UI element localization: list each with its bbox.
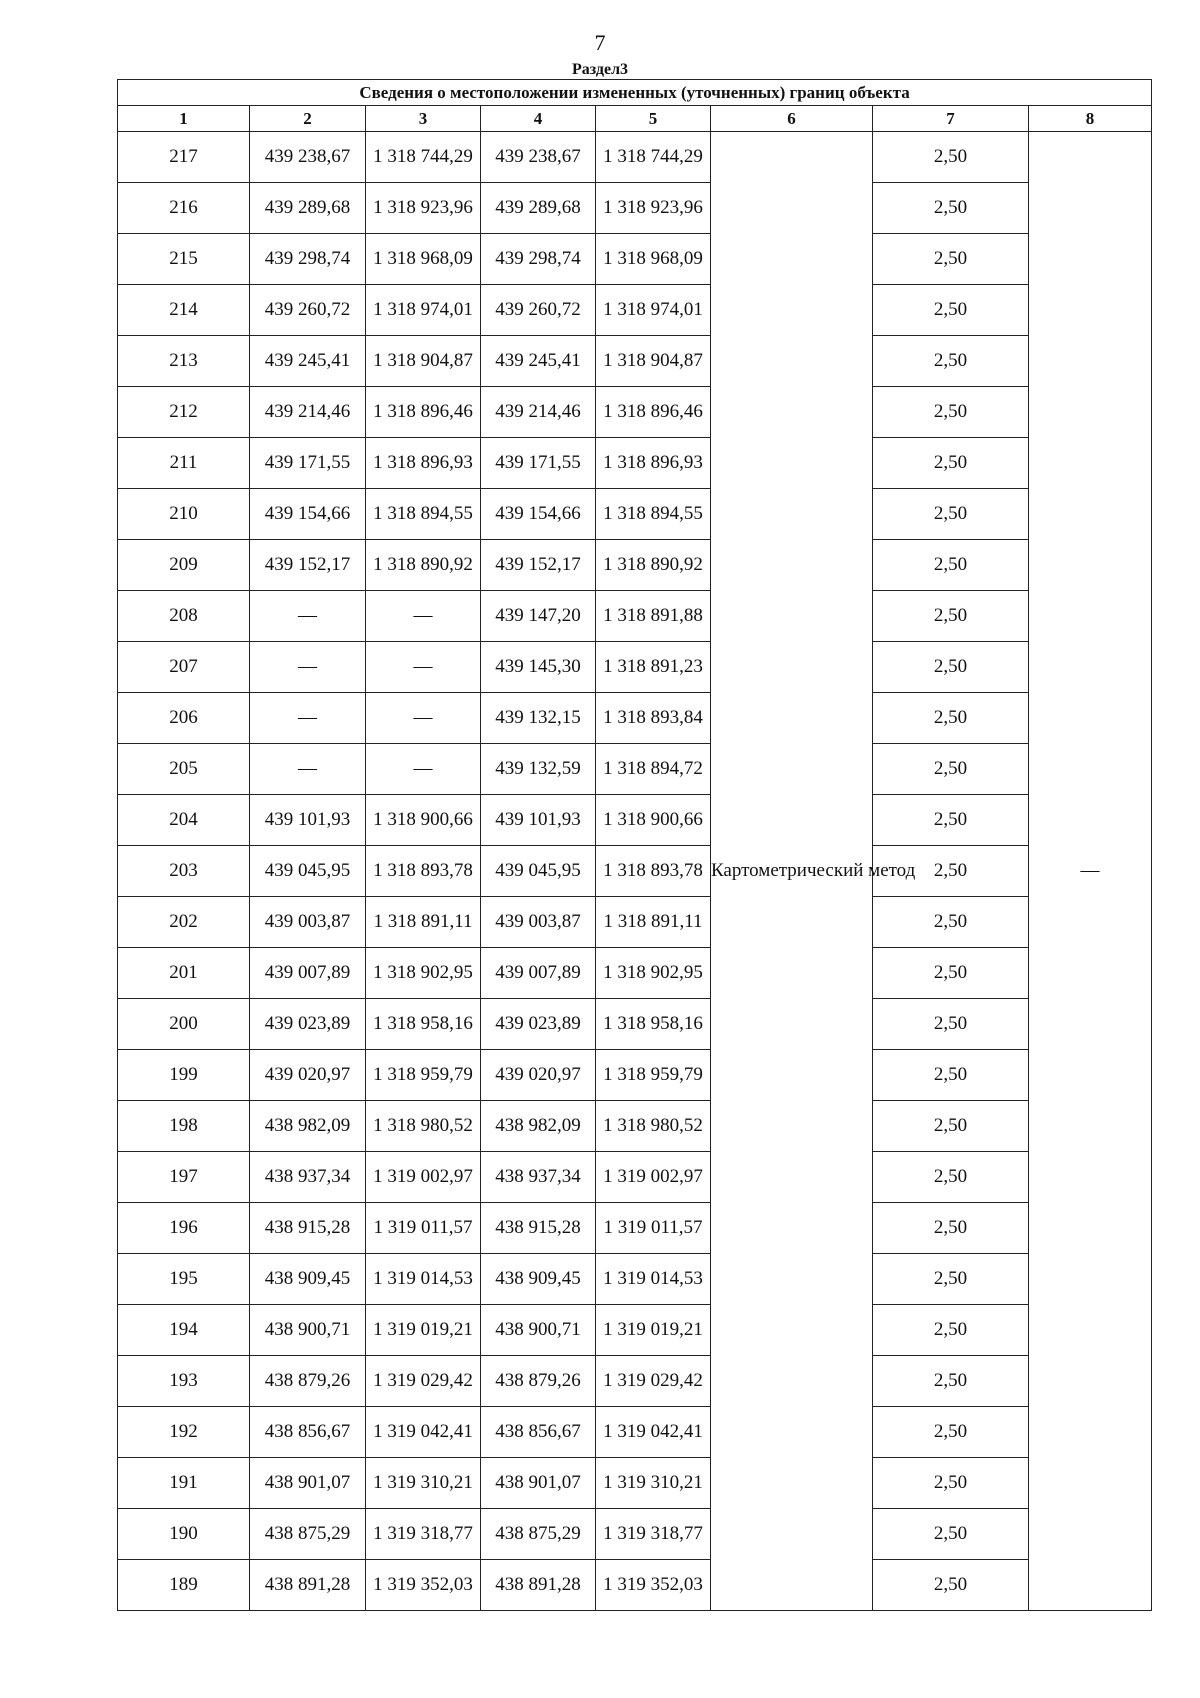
updated-x-cell: 439 260,72 [481, 285, 596, 336]
column-header: 1 [118, 106, 250, 132]
updated-y-cell: 1 319 014,53 [596, 1254, 711, 1305]
existing-x-cell: 439 007,89 [250, 948, 366, 999]
updated-x-cell: 438 915,28 [481, 1203, 596, 1254]
point-number-cell: 192 [118, 1407, 250, 1458]
existing-y-cell: 1 319 042,41 [366, 1407, 481, 1458]
point-number-cell: 191 [118, 1458, 250, 1509]
updated-x-cell: 439 145,30 [481, 642, 596, 693]
table-row [118, 693, 1152, 744]
existing-y-cell: 1 318 980,52 [366, 1101, 481, 1152]
accuracy-cell: 2,50 [873, 285, 1029, 336]
point-number-cell: 206 [118, 693, 250, 744]
updated-x-cell: 439 023,89 [481, 999, 596, 1050]
existing-y-cell: 1 318 974,01 [366, 285, 481, 336]
table-row [118, 540, 1152, 591]
existing-y-cell: 1 318 902,95 [366, 948, 481, 999]
section-title: Раздел3 [571, 61, 629, 78]
existing-x-cell: 439 289,68 [250, 183, 366, 234]
existing-x-cell: 439 003,87 [250, 897, 366, 948]
updated-x-cell: 439 101,93 [481, 795, 596, 846]
existing-y-cell: 1 319 011,57 [366, 1203, 481, 1254]
point-number-cell: 202 [118, 897, 250, 948]
updated-x-cell: 439 214,46 [481, 387, 596, 438]
accuracy-cell: 2,50 [873, 1458, 1029, 1509]
updated-y-cell: 1 318 744,29 [596, 132, 711, 183]
accuracy-cell: 2,50 [873, 1356, 1029, 1407]
table-row [118, 1305, 1152, 1356]
existing-y-cell: 1 318 923,96 [366, 183, 481, 234]
accuracy-cell: 2,50 [873, 489, 1029, 540]
existing-y-cell: 1 318 968,09 [366, 234, 481, 285]
point-number-cell: 203 [118, 846, 250, 897]
table-row [118, 183, 1152, 234]
point-number-cell: 204 [118, 795, 250, 846]
point-number-cell: 214 [118, 285, 250, 336]
updated-y-cell: 1 319 310,21 [596, 1458, 711, 1509]
point-number-cell: 198 [118, 1101, 250, 1152]
accuracy-cell: 2,50 [873, 183, 1029, 234]
accuracy-cell: 2,50 [873, 846, 1029, 897]
table-row [118, 642, 1152, 693]
table-row [118, 387, 1152, 438]
accuracy-cell: 2,50 [873, 438, 1029, 489]
updated-y-cell: 1 318 891,11 [596, 897, 711, 948]
existing-y-cell: — [366, 744, 481, 795]
accuracy-cell: 2,50 [873, 693, 1029, 744]
updated-x-cell: 439 147,20 [481, 591, 596, 642]
updated-x-cell: 439 132,59 [481, 744, 596, 795]
table-row [118, 1407, 1152, 1458]
accuracy-cell: 2,50 [873, 540, 1029, 591]
existing-y-cell: 1 318 893,78 [366, 846, 481, 897]
updated-y-cell: 1 319 042,41 [596, 1407, 711, 1458]
updated-y-cell: 1 318 894,72 [596, 744, 711, 795]
page-number: 7 [594, 30, 606, 55]
existing-x-cell: — [250, 693, 366, 744]
updated-x-cell: 439 020,97 [481, 1050, 596, 1101]
table-row [118, 1560, 1152, 1611]
updated-x-cell: 439 154,66 [481, 489, 596, 540]
table-row [118, 846, 1152, 897]
updated-x-cell: 438 937,34 [481, 1152, 596, 1203]
point-number-cell: 201 [118, 948, 250, 999]
existing-y-cell: 1 318 900,66 [366, 795, 481, 846]
table-row [118, 336, 1152, 387]
table-row [118, 1458, 1152, 1509]
table-row [118, 438, 1152, 489]
point-number-cell: 211 [118, 438, 250, 489]
existing-x-cell: 439 260,72 [250, 285, 366, 336]
updated-y-cell: 1 318 890,92 [596, 540, 711, 591]
table-row [118, 489, 1152, 540]
existing-y-cell: 1 318 891,11 [366, 897, 481, 948]
updated-y-cell: 1 318 893,78 [596, 846, 711, 897]
updated-x-cell: 439 289,68 [481, 183, 596, 234]
updated-x-cell: 438 900,71 [481, 1305, 596, 1356]
point-number-cell: 205 [118, 744, 250, 795]
point-number-cell: 190 [118, 1509, 250, 1560]
column-header: 5 [596, 106, 711, 132]
point-number-cell: 216 [118, 183, 250, 234]
point-number-cell: 199 [118, 1050, 250, 1101]
updated-x-cell: 439 238,67 [481, 132, 596, 183]
existing-x-cell: 439 238,67 [250, 132, 366, 183]
note-cell: — [1029, 132, 1152, 1611]
existing-x-cell: 439 020,97 [250, 1050, 366, 1101]
table-caption: Сведения о местоположении измененных (уточненных) границ объекта [118, 80, 1152, 106]
point-number-cell: 197 [118, 1152, 250, 1203]
table-caption-row [118, 80, 1152, 106]
existing-x-cell: 439 298,74 [250, 234, 366, 285]
existing-y-cell: — [366, 591, 481, 642]
column-header: 8 [1029, 106, 1152, 132]
updated-x-cell: 438 856,67 [481, 1407, 596, 1458]
point-number-cell: 194 [118, 1305, 250, 1356]
table-row [118, 897, 1152, 948]
updated-x-cell: 438 982,09 [481, 1101, 596, 1152]
updated-y-cell: 1 319 002,97 [596, 1152, 711, 1203]
accuracy-cell: 2,50 [873, 591, 1029, 642]
table-row [118, 1050, 1152, 1101]
point-number-cell: 193 [118, 1356, 250, 1407]
existing-x-cell: 439 101,93 [250, 795, 366, 846]
existing-x-cell: 438 937,34 [250, 1152, 366, 1203]
accuracy-cell: 2,50 [873, 948, 1029, 999]
updated-y-cell: 1 318 896,46 [596, 387, 711, 438]
method-cell: Картометрический метод [711, 132, 873, 1611]
table-row [118, 744, 1152, 795]
column-header: 4 [481, 106, 596, 132]
existing-y-cell: — [366, 693, 481, 744]
existing-x-cell: 438 901,07 [250, 1458, 366, 1509]
existing-x-cell: 439 214,46 [250, 387, 366, 438]
existing-y-cell: 1 319 019,21 [366, 1305, 481, 1356]
updated-x-cell: 438 875,29 [481, 1509, 596, 1560]
accuracy-cell: 2,50 [873, 642, 1029, 693]
existing-x-cell: 438 856,67 [250, 1407, 366, 1458]
updated-x-cell: 439 171,55 [481, 438, 596, 489]
table-row [118, 132, 1152, 183]
existing-x-cell: 439 245,41 [250, 336, 366, 387]
existing-x-cell: — [250, 591, 366, 642]
table-row [118, 1152, 1152, 1203]
updated-y-cell: 1 318 968,09 [596, 234, 711, 285]
accuracy-cell: 2,50 [873, 897, 1029, 948]
table-row [118, 234, 1152, 285]
existing-x-cell: — [250, 642, 366, 693]
point-number-cell: 212 [118, 387, 250, 438]
updated-y-cell: 1 319 029,42 [596, 1356, 711, 1407]
existing-x-cell: 439 023,89 [250, 999, 366, 1050]
accuracy-cell: 2,50 [873, 1152, 1029, 1203]
updated-y-cell: 1 318 974,01 [596, 285, 711, 336]
point-number-cell: 215 [118, 234, 250, 285]
existing-y-cell: 1 319 014,53 [366, 1254, 481, 1305]
updated-x-cell: 439 152,17 [481, 540, 596, 591]
accuracy-cell: 2,50 [873, 234, 1029, 285]
updated-x-cell: 438 879,26 [481, 1356, 596, 1407]
point-number-cell: 207 [118, 642, 250, 693]
existing-y-cell: 1 318 890,92 [366, 540, 481, 591]
table-row [118, 591, 1152, 642]
point-number-cell: 189 [118, 1560, 250, 1611]
updated-x-cell: 439 245,41 [481, 336, 596, 387]
point-number-cell: 209 [118, 540, 250, 591]
updated-y-cell: 1 319 011,57 [596, 1203, 711, 1254]
updated-y-cell: 1 318 904,87 [596, 336, 711, 387]
updated-x-cell: 439 003,87 [481, 897, 596, 948]
updated-x-cell: 439 132,15 [481, 693, 596, 744]
updated-y-cell: 1 318 896,93 [596, 438, 711, 489]
updated-y-cell: 1 318 980,52 [596, 1101, 711, 1152]
existing-x-cell: 438 879,26 [250, 1356, 366, 1407]
updated-y-cell: 1 318 900,66 [596, 795, 711, 846]
updated-y-cell: 1 319 352,03 [596, 1560, 711, 1611]
updated-y-cell: 1 318 959,79 [596, 1050, 711, 1101]
point-number-cell: 210 [118, 489, 250, 540]
accuracy-cell: 2,50 [873, 1203, 1029, 1254]
accuracy-cell: 2,50 [873, 999, 1029, 1050]
existing-y-cell: 1 319 318,77 [366, 1509, 481, 1560]
existing-x-cell: 439 171,55 [250, 438, 366, 489]
point-number-cell: 208 [118, 591, 250, 642]
updated-x-cell: 438 909,45 [481, 1254, 596, 1305]
updated-x-cell: 439 298,74 [481, 234, 596, 285]
existing-x-cell: 438 875,29 [250, 1509, 366, 1560]
accuracy-cell: 2,50 [873, 336, 1029, 387]
accuracy-cell: 2,50 [873, 387, 1029, 438]
table-row [118, 999, 1152, 1050]
updated-x-cell: 439 045,95 [481, 846, 596, 897]
column-header: 6 [711, 106, 873, 132]
point-number-cell: 195 [118, 1254, 250, 1305]
existing-y-cell: 1 318 958,16 [366, 999, 481, 1050]
accuracy-cell: 2,50 [873, 132, 1029, 183]
accuracy-cell: 2,50 [873, 1560, 1029, 1611]
accuracy-cell: 2,50 [873, 1407, 1029, 1458]
existing-x-cell: 438 915,28 [250, 1203, 366, 1254]
accuracy-cell: 2,50 [873, 1101, 1029, 1152]
table-row [118, 1356, 1152, 1407]
existing-x-cell: 438 891,28 [250, 1560, 366, 1611]
existing-y-cell: 1 318 894,55 [366, 489, 481, 540]
existing-x-cell: 438 982,09 [250, 1101, 366, 1152]
accuracy-cell: 2,50 [873, 1509, 1029, 1560]
boundary-coordinates-table [117, 79, 1152, 1611]
existing-y-cell: 1 318 744,29 [366, 132, 481, 183]
accuracy-cell: 2,50 [873, 795, 1029, 846]
updated-x-cell: 438 901,07 [481, 1458, 596, 1509]
existing-y-cell: 1 319 310,21 [366, 1458, 481, 1509]
existing-x-cell: 439 045,95 [250, 846, 366, 897]
existing-y-cell: 1 318 959,79 [366, 1050, 481, 1101]
updated-y-cell: 1 318 923,96 [596, 183, 711, 234]
existing-y-cell: 1 318 896,46 [366, 387, 481, 438]
updated-x-cell: 438 891,28 [481, 1560, 596, 1611]
updated-y-cell: 1 318 891,23 [596, 642, 711, 693]
table-row [118, 795, 1152, 846]
existing-y-cell: 1 318 904,87 [366, 336, 481, 387]
existing-y-cell: 1 319 352,03 [366, 1560, 481, 1611]
table-row [118, 1509, 1152, 1560]
accuracy-cell: 2,50 [873, 1050, 1029, 1101]
column-header: 2 [250, 106, 366, 132]
column-header: 7 [873, 106, 1029, 132]
existing-x-cell: 438 909,45 [250, 1254, 366, 1305]
existing-x-cell: 439 152,17 [250, 540, 366, 591]
point-number-cell: 213 [118, 336, 250, 387]
existing-y-cell: 1 319 002,97 [366, 1152, 481, 1203]
updated-y-cell: 1 319 019,21 [596, 1305, 711, 1356]
table-body [118, 80, 1152, 1611]
table-row [118, 948, 1152, 999]
column-header: 3 [366, 106, 481, 132]
updated-y-cell: 1 318 893,84 [596, 693, 711, 744]
point-number-cell: 196 [118, 1203, 250, 1254]
existing-y-cell: 1 318 896,93 [366, 438, 481, 489]
point-number-cell: 200 [118, 999, 250, 1050]
updated-x-cell: 439 007,89 [481, 948, 596, 999]
existing-x-cell: — [250, 744, 366, 795]
table-row [118, 1203, 1152, 1254]
table-header-row [118, 106, 1152, 132]
existing-x-cell: 438 900,71 [250, 1305, 366, 1356]
point-number-cell: 217 [118, 132, 250, 183]
existing-y-cell: — [366, 642, 481, 693]
accuracy-cell: 2,50 [873, 1254, 1029, 1305]
updated-y-cell: 1 318 902,95 [596, 948, 711, 999]
accuracy-cell: 2,50 [873, 1305, 1029, 1356]
existing-y-cell: 1 319 029,42 [366, 1356, 481, 1407]
updated-y-cell: 1 318 894,55 [596, 489, 711, 540]
table-row [118, 1254, 1152, 1305]
table-row [118, 285, 1152, 336]
updated-y-cell: 1 319 318,77 [596, 1509, 711, 1560]
updated-y-cell: 1 318 891,88 [596, 591, 711, 642]
table-row [118, 1101, 1152, 1152]
existing-x-cell: 439 154,66 [250, 489, 366, 540]
accuracy-cell: 2,50 [873, 744, 1029, 795]
updated-y-cell: 1 318 958,16 [596, 999, 711, 1050]
